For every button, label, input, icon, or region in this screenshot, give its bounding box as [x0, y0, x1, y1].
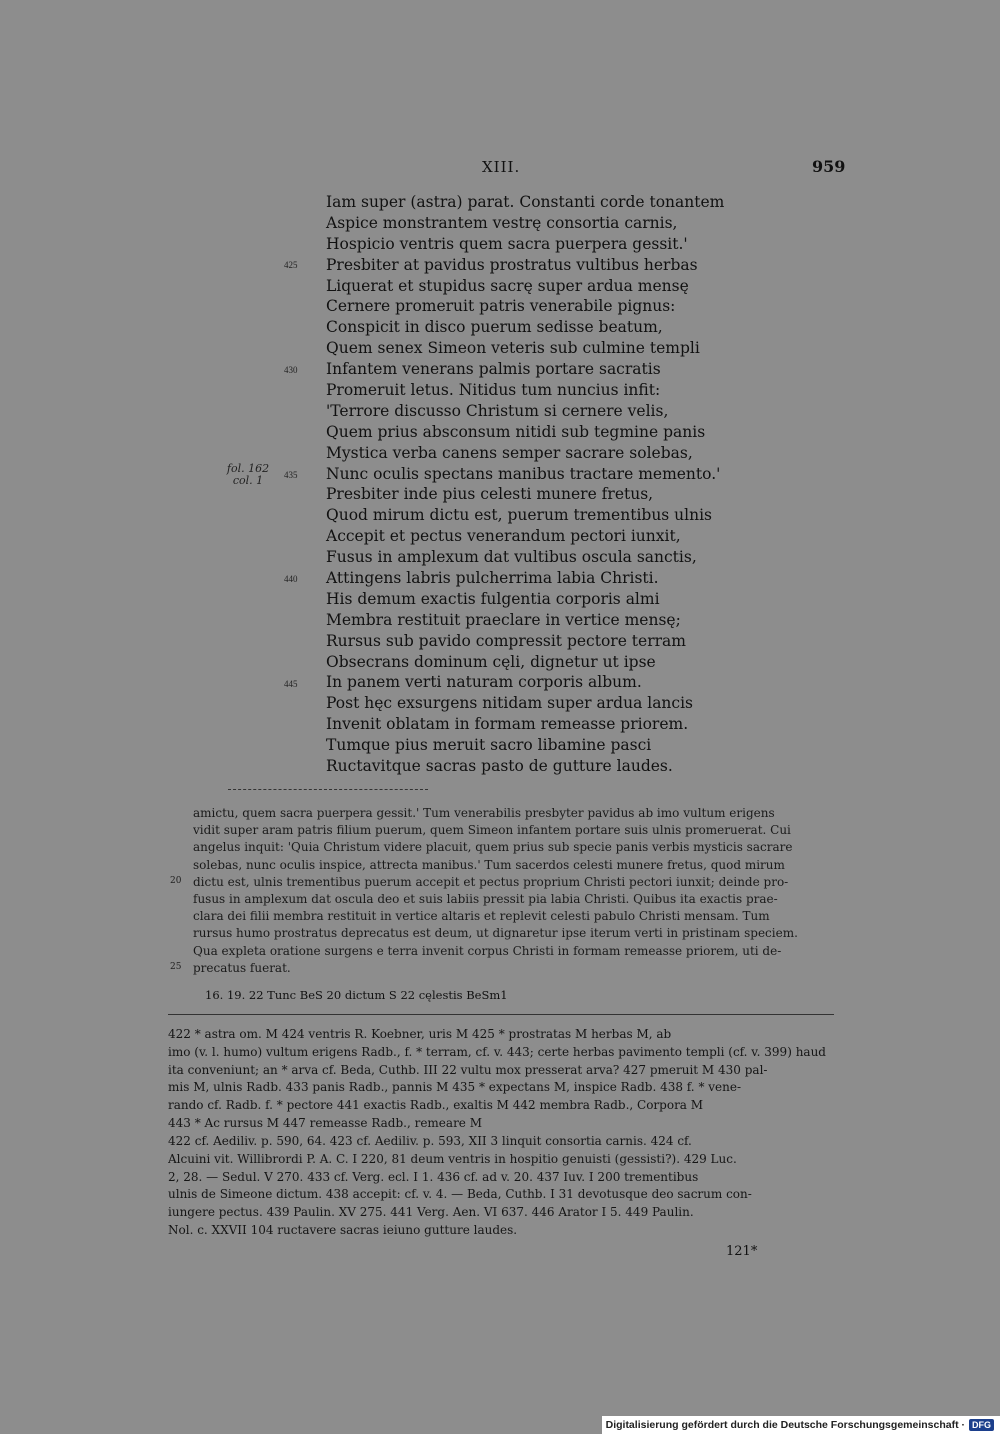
source-line: 2, 28. — Sedul. V 270. 433 cf. Verg. ecl. I 1. 436 cf. ad v. 20. 437 Iuv. I 200 trementibus	[168, 1169, 699, 1184]
prose-line: clara dei filii membra restituit in vertice altaris et replevit celesti pabulo Christi mensam. Tum	[193, 909, 770, 924]
verse-line: Presbiter at pavidus prostratus vultibus herbas	[326, 255, 698, 274]
verse-line: Mystica verba canens semper sacrare solebas,	[326, 443, 693, 462]
verse-line: Infantem venerans palmis portare sacratis	[326, 360, 661, 379]
verse-line: Accepit et pectus venerandum pectori iunxit,	[326, 527, 681, 546]
page-header-section: XIII.	[482, 158, 521, 176]
prose-line: rursus humo prostratus deprecatus est deum, ut dignaretur ipse iterum verti in pristinam speciem.	[193, 926, 798, 941]
page-number: 959	[812, 157, 846, 176]
poem-block	[326, 192, 724, 777]
verse-line: 'Terrore discusso Christum si cernere velis,	[326, 401, 669, 420]
verse-line: Rursus sub pavido compressit pectore terram	[326, 631, 686, 650]
source-line: 422 cf. Aediliv. p. 590, 64. 423 cf. Aediliv. p. 593, XII 3 linquit consortia carnis. 424 cf.	[168, 1134, 692, 1148]
verse-line: Membra restituit praeclare in vertice mensę;	[326, 610, 681, 629]
verse-line: In panem verti naturam corporis album.	[326, 673, 642, 692]
footer-text: Digitalisierung gefördert durch die Deutsche Forschungsgemeinschaft ·	[605, 1419, 965, 1431]
apparatus-line: mis M, ulnis Radb. 433 panis Radb., pannis M 435 * expectans M, inspice Radb. 438 f. * vene-	[168, 1080, 742, 1095]
separator-line	[168, 1014, 834, 1015]
line-number: 425	[284, 260, 298, 270]
verse-line: Ructavitque sacras pasto de gutture laudes.	[326, 757, 673, 776]
source-line: Alcuini vit. Willibrordi P. A. C. I 220, 81 deum ventris in hospitio genuisti (gessisti?). 429 Luc.	[168, 1151, 737, 1166]
source-line: ulnis de Simeone dictum. 438 accepit: cf. v. 4. — Beda, Cuthb. I 31 devotusque deo sacrum con-	[168, 1187, 752, 1202]
folio-marginal-note	[226, 463, 270, 487]
prose-line: solebas, nunc oculis inspice, attrecta manibus.' Tum sacerdos celesti munere fretus, quod mirum	[193, 857, 785, 872]
line-number: 440	[284, 574, 298, 584]
prose-line-number: 20	[170, 876, 182, 886]
apparatus-line: rando cf. Radb. f. * pectore 441 exactis Radb., exaltis M 442 membra Radb., Corpora M	[168, 1098, 704, 1113]
separator-dashed	[228, 789, 428, 790]
prose-variants: 16. 19. 22 Tunc BeS 20 dictum S 22 cęlestis BeSm1	[205, 988, 508, 1002]
signature-mark: 121*	[726, 1244, 758, 1259]
verse-line: Conspicit in disco puerum sedisse beatum,	[326, 318, 663, 337]
apparatus-line: 443 * Ac rursus M 447 remeasse Radb., remeare M	[168, 1115, 483, 1130]
prose-line: dictu est, ulnis trementibus puerum accepit et pectus proprium Christi pectori iunxit; deinde pro-	[193, 874, 789, 889]
line-number: 435	[284, 470, 298, 480]
verse-line: Post hęc exsurgens nitidam super ardua lancis	[326, 694, 694, 713]
apparatus-line: ita conveniunt; an * arva cf. Beda, Cuthb. III 22 vultu mox presserat arva? 427 pmeruit M 430 pal-	[168, 1062, 768, 1077]
verse-line: Aspice monstrantem vestrę consortia carnis,	[326, 213, 678, 232]
folio-line: fol. 162	[226, 462, 270, 475]
prose-line: precatus fuerat.	[193, 960, 291, 975]
apparatus-critical	[168, 1026, 836, 1133]
apparatus-sources	[168, 1133, 836, 1240]
source-line: Nol. c. XXVII 104 ructavere sacras ieiuno gutture laudes.	[168, 1222, 518, 1237]
line-number: 430	[284, 365, 298, 375]
verse-line: Invenit oblatam in formam remeasse priorem.	[326, 715, 689, 734]
prose-line: vidit super aram patris filium puerum, quem Simeon infantem portare suis ulnis promeruerat. Cui	[193, 823, 791, 838]
prose-line-number: 25	[170, 962, 182, 972]
verse-line: Obsecrans dominum cęli, dignetur ut ipse	[326, 652, 656, 671]
line-number: 445	[284, 679, 298, 689]
prose-line: Qua expleta oratione surgens e terra invenit corpus Christi in formam remeasse priorem, uti de-	[193, 943, 782, 958]
verse-line: Hospicio ventris quem sacra puerpera gessit.'	[326, 234, 688, 253]
verse-line: His demum exactis fulgentia corporis almi	[326, 589, 660, 608]
verse-line: Nunc oculis spectans manibus tractare memento.'	[326, 464, 721, 483]
footer-banner	[602, 1416, 1000, 1434]
prose-text-block	[193, 805, 809, 977]
dfg-logo-icon: DFG	[969, 1419, 994, 1431]
apparatus-line: 422 * astra om. M 424 ventris R. Koebner, uris M 425 * prostratas M herbas M, ab	[168, 1027, 672, 1041]
verse-line: Iam super (astra) parat. Constanti corde tonantem	[326, 193, 725, 211]
verse-line: Promeruit letus. Nitidus tum nuncius infit:	[326, 381, 661, 400]
apparatus-line: imo (v. l. humo) vultum erigens Radb., f. * terram, cf. v. 443; certe herbas pavimento templi (cf. v. 399) haud	[168, 1044, 826, 1059]
prose-line: amictu, quem sacra puerpera gessit.' Tum venerabilis presbyter pavidus ab imo vultum erigens	[193, 806, 775, 820]
verse-line: Quem prius absconsum nitidi sub tegmine panis	[326, 422, 706, 441]
verse-line: Quem senex Simeon veteris sub culmine templi	[326, 339, 700, 358]
prose-line: angelus inquit: 'Quia Christum videre placuit, quem prius sub specie panis verbis mysticis sacrare	[193, 840, 793, 855]
verse-line: Fusus in amplexum dat vultibus oscula sanctis,	[326, 548, 697, 567]
verse-line: Cernere promeruit patris venerabile pignus:	[326, 297, 676, 316]
source-line: iungere pectus. 439 Paulin. XV 275. 441 Verg. Aen. VI 637. 446 Arator I 5. 449 Paulin.	[168, 1205, 694, 1220]
folio-column: col. 1	[232, 474, 264, 487]
verse-line: Tumque pius meruit sacro libamine pasci	[326, 736, 652, 755]
verse-line: Presbiter inde pius celesti munere fretus,	[326, 485, 654, 504]
verse-line: Attingens labris pulcherrima labia Christi.	[326, 569, 659, 588]
verse-line: Quod mirum dictu est, puerum trementibus ulnis	[326, 506, 713, 525]
prose-line: fusus in amplexum dat oscula deo et suis labiis pressit pia labia Christi. Quibus ita exactis prae-	[193, 891, 778, 906]
verse-line: Liquerat et stupidus sacrę super ardua mensę	[326, 276, 689, 295]
